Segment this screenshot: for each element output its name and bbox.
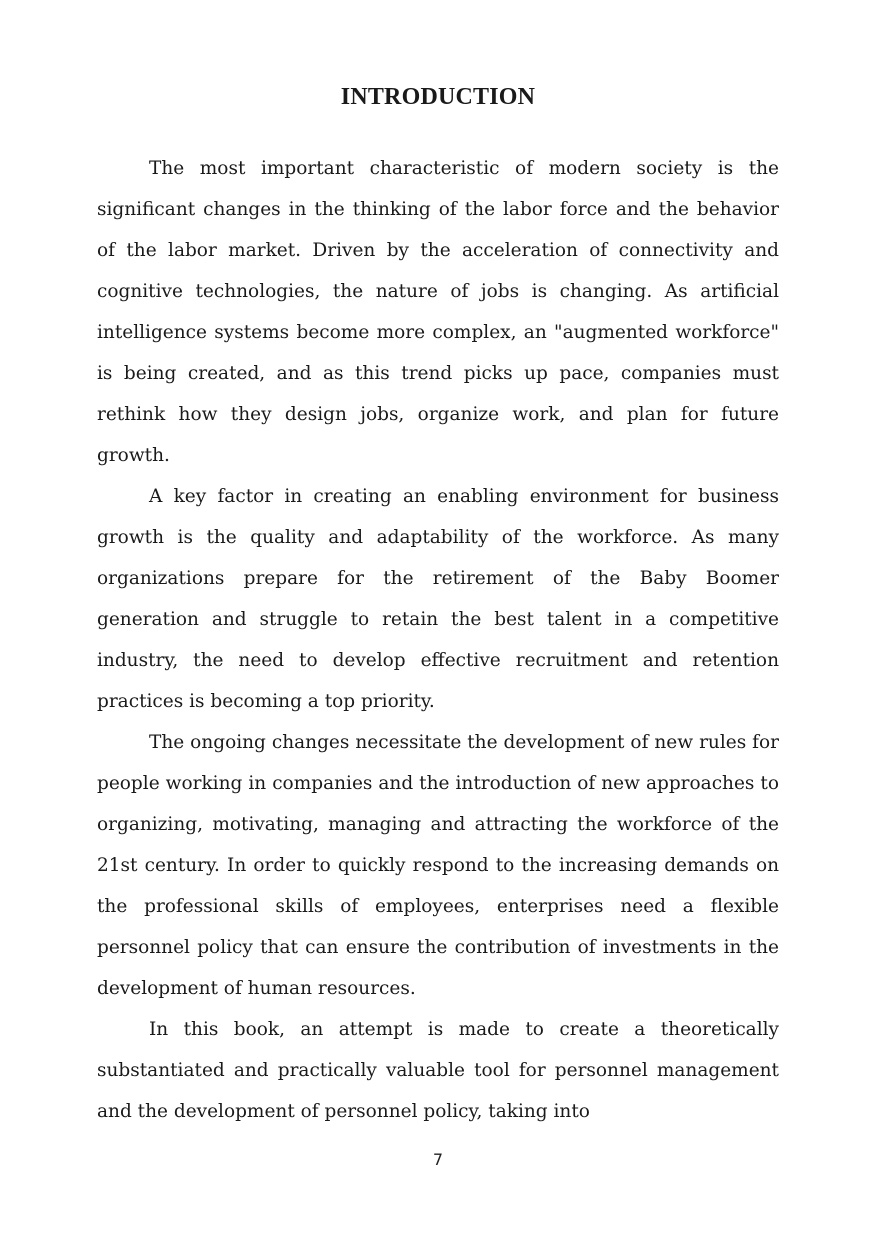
body-text <box>97 148 779 1132</box>
page-title: INTRODUCTION <box>340 84 536 110</box>
paragraph-4: In this book, an attempt is made to create a theoretically substantiated and practically valuable tool for personnel management and the development of personnel policy, taking into <box>97 1019 779 1122</box>
page-number: 7 <box>432 1150 444 1169</box>
paragraph-2: A key factor in creating an enabling environment for business growth is the quality and adaptability of the workforce. As many organizations prepare for the retirement of the Baby Boomer generation and struggle to retain the best talent in a competitive industry, the need to develop effective recruitment and retention practices is becoming a top priority. <box>97 486 779 712</box>
paragraph-1: The most important characteristic of modern society is the significant changes in the thinking of the labor force and the behavior of the labor market. Driven by the acceleration of connectivity and cognitive technologies, the nature of jobs is changing. As artificial intelligence systems become more complex, an "augmented workforce" is being created, and as this trend picks up pace, companies must rethink how they design jobs, organize work, and plan for future growth. <box>97 158 779 466</box>
paragraph-3: The ongoing changes necessitate the development of new rules for people working in companies and the introduction of new approaches to organizing, motivating, managing and attracting the workforce of the 21st century. In order to quickly respond to the increasing demands on the professional skills of employees, enterprises need a flexible personnel policy that can ensure the contribution of investments in the development of human resources. <box>97 732 779 999</box>
